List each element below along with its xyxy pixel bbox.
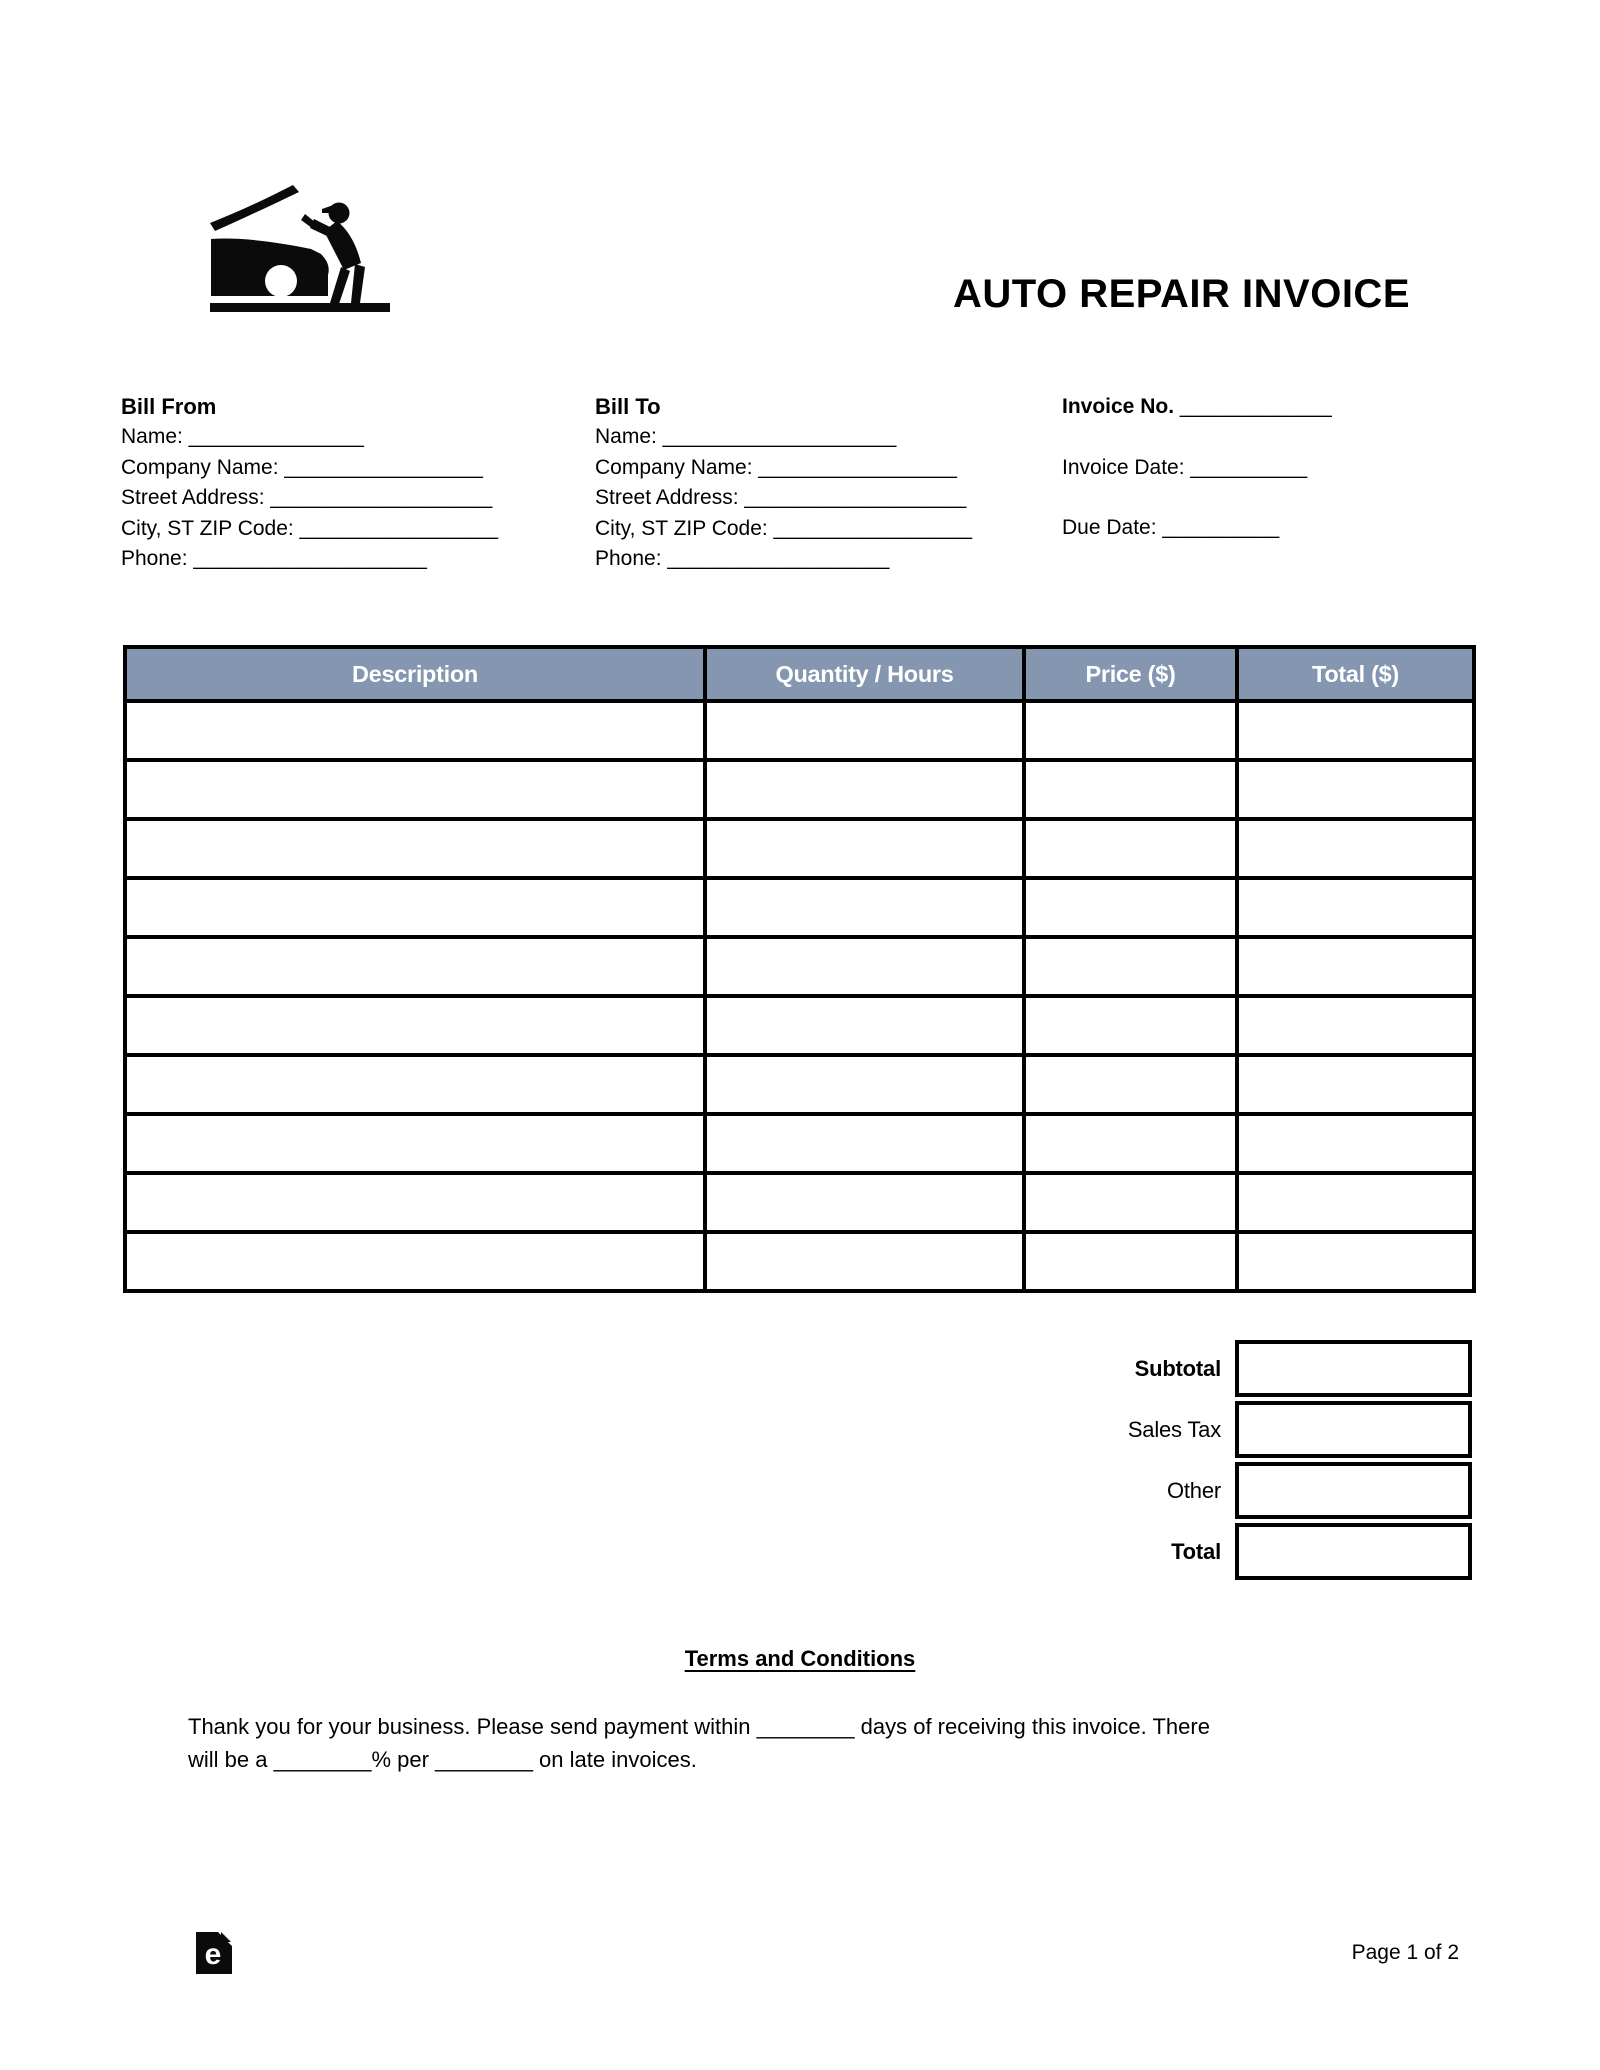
item-cell [705, 937, 1024, 996]
invoice-date-blank: __________ [1184, 455, 1308, 479]
subtotal-value-box [1235, 1340, 1472, 1397]
item-cell [705, 1114, 1024, 1173]
item-row [125, 1173, 1474, 1232]
item-cell [125, 1232, 705, 1291]
item-row [125, 1055, 1474, 1114]
items-table [123, 645, 1476, 1293]
page-title: AUTO REPAIR INVOICE [953, 272, 1410, 316]
item-cell [705, 760, 1024, 819]
invoice-date-label: Invoice Date: [1062, 455, 1185, 479]
item-cell [125, 760, 705, 819]
bill-to-phone-line: Phone: ___________________ [595, 547, 890, 571]
invoice-date-line [1062, 453, 1332, 483]
bill-from-heading: Bill From [121, 394, 217, 419]
item-row [125, 996, 1474, 1055]
item-cell [1237, 1114, 1474, 1173]
item-cell [1024, 937, 1237, 996]
item-row [125, 878, 1474, 937]
bill-to-section [595, 392, 972, 574]
table-header-price: Price ($) [1024, 647, 1237, 701]
sales-tax-label: Sales Tax [1127, 1417, 1221, 1442]
bill-from-company-line: Company Name: _________________ [121, 455, 483, 479]
table-header-description: Description [125, 647, 705, 701]
due-date-blank: __________ [1156, 516, 1280, 540]
other-label: Other [1166, 1478, 1221, 1503]
terms-line-2: will be a ________% per ________ on late invoices. [188, 1746, 697, 1772]
other-value-box [1235, 1462, 1472, 1519]
due-date-line [1062, 513, 1332, 543]
item-cell [1237, 996, 1474, 1055]
eforms-logo-icon [195, 1931, 233, 1975]
item-cell [705, 1232, 1024, 1291]
item-row [125, 1232, 1474, 1291]
sales-tax-value-box [1235, 1401, 1472, 1458]
mechanic-cap [322, 203, 339, 213]
total-label: Total [1171, 1539, 1221, 1564]
bill-from-phone-line: Phone: ____________________ [121, 547, 427, 571]
items-table-body [125, 701, 1474, 1291]
terms-heading: Terms and Conditions [684, 1646, 916, 1671]
item-cell [1024, 1173, 1237, 1232]
page-indicator: Page 1 of 2 [1351, 1941, 1459, 1964]
invoice-summary [123, 1340, 1472, 1584]
invoice-no-blank: _____________ [1174, 395, 1332, 418]
bill-to-company-line: Company Name: _________________ [595, 455, 957, 479]
item-cell [1024, 701, 1237, 760]
item-cell [125, 701, 705, 760]
item-cell [705, 996, 1024, 1055]
item-cell [125, 878, 705, 937]
total-value-box [1235, 1523, 1472, 1580]
item-cell [1237, 1173, 1474, 1232]
item-row [125, 760, 1474, 819]
open-hood [210, 185, 299, 231]
item-cell [125, 937, 705, 996]
item-cell [125, 996, 705, 1055]
bill-to-city-line: City, ST ZIP Code: _________________ [595, 516, 973, 540]
item-cell [1237, 819, 1474, 878]
bill-to-heading: Bill To [595, 394, 661, 419]
summary-row-other [123, 1462, 1472, 1519]
subtotal-label: Subtotal [1134, 1356, 1221, 1381]
item-cell [1024, 1114, 1237, 1173]
item-cell [1024, 1055, 1237, 1114]
items-table-header-row [125, 647, 1474, 701]
item-cell [1024, 878, 1237, 937]
item-cell [125, 1114, 705, 1173]
due-date-label: Due Date: [1062, 516, 1157, 540]
bill-to-name-line: Name: ____________________ [595, 425, 897, 449]
item-row [125, 1114, 1474, 1173]
bill-from-section [121, 392, 498, 574]
invoice-no-label: Invoice No. [1062, 395, 1175, 418]
invoice-meta-section [1062, 392, 1332, 574]
item-cell [705, 878, 1024, 937]
table-header-total: Total ($) [1237, 647, 1474, 701]
invoice-no-line [1062, 392, 1332, 422]
item-row [125, 701, 1474, 760]
summary-row-total [123, 1523, 1472, 1580]
item-cell [1237, 701, 1474, 760]
item-cell [705, 819, 1024, 878]
summary-row-subtotal [123, 1340, 1472, 1397]
item-cell [1237, 1232, 1474, 1291]
eforms-letter: e [204, 1938, 222, 1971]
item-row [125, 819, 1474, 878]
item-cell [1237, 1055, 1474, 1114]
wrench-icon [301, 214, 315, 228]
item-cell [705, 701, 1024, 760]
item-cell [1024, 1232, 1237, 1291]
bill-to-street-line: Street Address: ___________________ [595, 486, 967, 510]
bill-from-name-line: Name: _______________ [121, 425, 364, 449]
item-cell [1024, 760, 1237, 819]
terms-line-1: Thank you for your business. Please send payment within ________ days of receiving this invoice. There [188, 1714, 1210, 1739]
item-cell [1024, 819, 1237, 878]
summary-row-sales-tax [123, 1401, 1472, 1458]
item-cell [125, 1055, 705, 1114]
terms-paragraph [188, 1711, 1403, 1776]
item-cell [125, 819, 705, 878]
item-cell [1024, 996, 1237, 1055]
item-cell [705, 1173, 1024, 1232]
item-cell [705, 1055, 1024, 1114]
item-cell [125, 1173, 705, 1232]
item-cell [1237, 937, 1474, 996]
bill-from-city-line: City, ST ZIP Code: _________________ [121, 516, 499, 540]
item-cell [1237, 760, 1474, 819]
table-header-quantity-hours: Quantity / Hours [705, 647, 1024, 701]
bill-from-street-line: Street Address: ___________________ [121, 486, 493, 510]
item-cell [1237, 878, 1474, 937]
item-row [125, 937, 1474, 996]
